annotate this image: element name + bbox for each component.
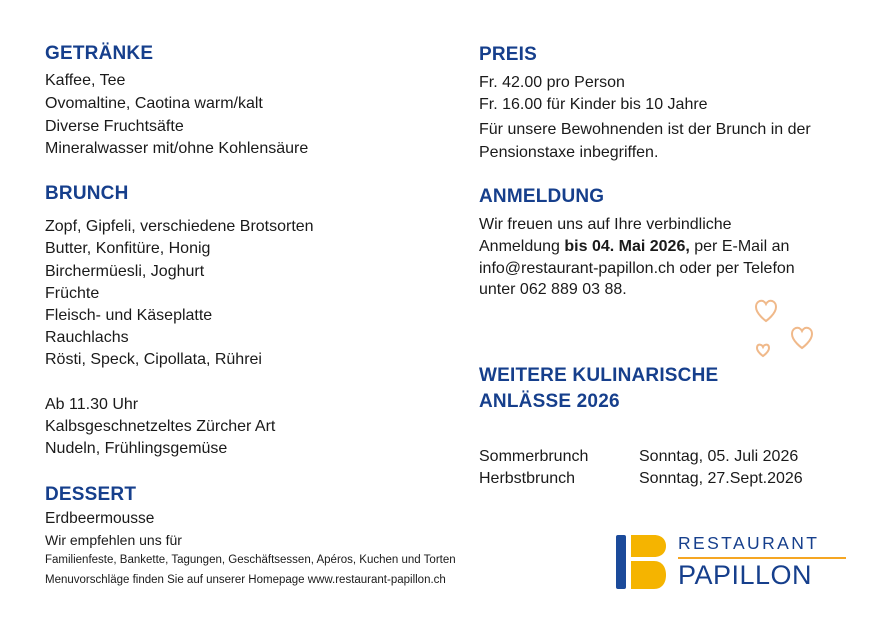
getraenke-item: Mineralwasser mit/ohne Kohlensäure [45, 140, 309, 157]
event-date: Sonntag, 27.Sept.2026 [639, 470, 803, 487]
logo-text-restaurant: RESTAURANT [678, 533, 820, 553]
preis-item: Fr. 42.00 pro Person [479, 74, 625, 91]
brunch-item: Zopf, Gipfeli, verschiedene Brotsorten [45, 218, 314, 235]
brunch-later-item: Ab 11.30 Uhr [45, 396, 139, 413]
recommend-intro: Wir empfehlen uns für [45, 532, 182, 548]
restaurant-logo [616, 533, 848, 591]
recommend-homepage: Menuvorschläge finden Sie auf unserer Homepage www.restaurant-papillon.ch [45, 574, 446, 586]
anmeldung-phone: unter 062 889 03 88. [479, 281, 627, 298]
dessert-item: Erdbeermousse [45, 510, 155, 527]
brunch-item: Butter, Konfitüre, Honig [45, 240, 211, 257]
anmeldung-contact: info@restaurant-papillon.ch oder per Telefon [479, 260, 795, 277]
brunch-later-item: Kalbsgeschnetzeltes Zürcher Art [45, 418, 276, 435]
logo-divider [678, 557, 846, 559]
preis-item: Fr. 16.00 für Kinder bis 10 Jahre [479, 96, 708, 113]
getraenke-item: Kaffee, Tee [45, 72, 126, 89]
brunch-item: Rösti, Speck, Cipollata, Rührei [45, 351, 262, 368]
brunch-item: Früchte [45, 285, 100, 302]
brunch-item: Rauchlachs [45, 329, 129, 346]
event-name: Sommerbrunch [479, 448, 589, 465]
preis-note: Pensionstaxe inbegriffen. [479, 144, 659, 161]
preis-note: Für unsere Bewohnenden ist der Brunch in der [479, 121, 811, 138]
hearts-icon [748, 296, 818, 360]
getraenke-item: Diverse Fruchtsäfte [45, 118, 184, 135]
recommend-occasions: Familienfeste, Bankette, Tagungen, Geschäftsessen, Apéros, Kuchen und Torten [45, 554, 456, 566]
brunch-item: Birchermüesli, Joghurt [45, 263, 205, 280]
brunch-heading: BRUNCH [45, 183, 129, 204]
logo-mark-icon [616, 535, 668, 589]
anmeldung-deadline: bis 04. Mai 2026, [564, 238, 690, 255]
dessert-heading: DESSERT [45, 484, 137, 505]
anmeldung-deadline-line [479, 237, 789, 256]
brunch-later-item: Nudeln, Frühlingsgemüse [45, 440, 228, 457]
anmeldung-text: Wir freuen uns auf Ihre verbindliche [479, 216, 732, 233]
event-name: Herbstbrunch [479, 470, 576, 487]
anmeldung-text: Anmeldung [479, 238, 565, 255]
brunch-item: Fleisch- und Käseplatte [45, 307, 213, 324]
getraenke-heading: GETRÄNKE [45, 43, 154, 64]
preis-heading: PREIS [479, 44, 538, 65]
event-date: Sonntag, 05. Juli 2026 [639, 448, 799, 465]
weitere-heading: ANLÄSSE 2026 [479, 391, 620, 412]
anmeldung-text: per E-Mail an [689, 238, 790, 255]
logo-text-papillon: PAPILLON [678, 560, 813, 590]
getraenke-item: Ovomaltine, Caotina warm/kalt [45, 95, 263, 112]
anmeldung-heading: ANMELDUNG [479, 186, 605, 207]
weitere-heading: WEITERE KULINARISCHE [479, 365, 719, 386]
